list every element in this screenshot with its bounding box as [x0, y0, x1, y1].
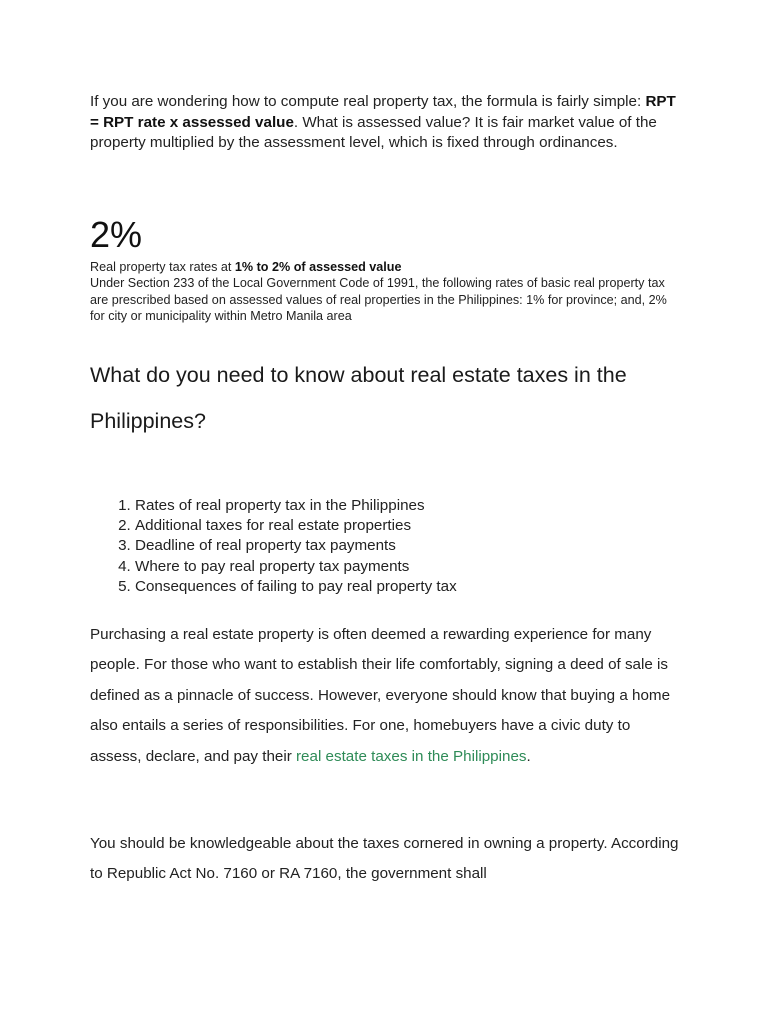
toc-item[interactable]: 4. Where to pay real property tax payments: [135, 557, 725, 577]
intro-text-before: If you are wondering how to compute real property tax, the formula is fairly simple:: [90, 93, 646, 110]
rpt-formula: RPT = RPT rate x assessed value: [90, 93, 676, 131]
featured-stat-value: 2%: [90, 214, 143, 255]
toc-item[interactable]: 1. Rates of real property tax in the Philippines: [135, 496, 725, 516]
featured-stat-description: [90, 259, 680, 324]
toc-item[interactable]: 3. Deadline of real property tax payments: [135, 536, 725, 556]
para1-text: Purchasing a real estate property is often deemed a rewarding experience for many people. For those who want to establish their life comfortably, signing a deed of sale is defined as a pinnacle of success. However, everyone should know that buying a home also entails a series of responsibilities. For one, homebuyers have a civic duty to assess, declare, and pay their: [90, 626, 671, 765]
toc-item[interactable]: 5. Consequences of failing to pay real property tax: [135, 577, 725, 597]
rates-highlight: 1% to 2% of assessed value: [234, 260, 402, 274]
body-paragraph-1: [90, 620, 680, 772]
intro-text-after: . What is assessed value? It is fair market value of the property multiplied by the assessment level, which is fixed through ordinances.: [90, 113, 657, 151]
section-heading: What do you need to know about real estate taxes in the Philippines?: [90, 363, 627, 433]
real-estate-taxes-link[interactable]: real estate taxes in the Philippines: [296, 747, 527, 765]
para1-end: .: [526, 747, 531, 765]
rates-lead: Real property tax rates at: [90, 260, 235, 274]
rates-summary: [90, 259, 680, 275]
rates-detail: Under Section 233 of the Local Government Code of 1991, the following rates of basic real property tax are prescribed based on assessed values of real properties in the Philippines: 1% for province; and, 2% for city or municipality within Metro Manila area: [90, 276, 667, 323]
body-paragraph-2: You should be knowledgeable about the taxes cornered in owning a property. According to Republic Act No. 7160 or RA 7160, the government shall: [90, 835, 679, 883]
toc-item[interactable]: 2. Additional taxes for real estate properties: [135, 516, 725, 536]
table-of-contents: [90, 496, 725, 597]
intro-paragraph: [90, 92, 680, 154]
